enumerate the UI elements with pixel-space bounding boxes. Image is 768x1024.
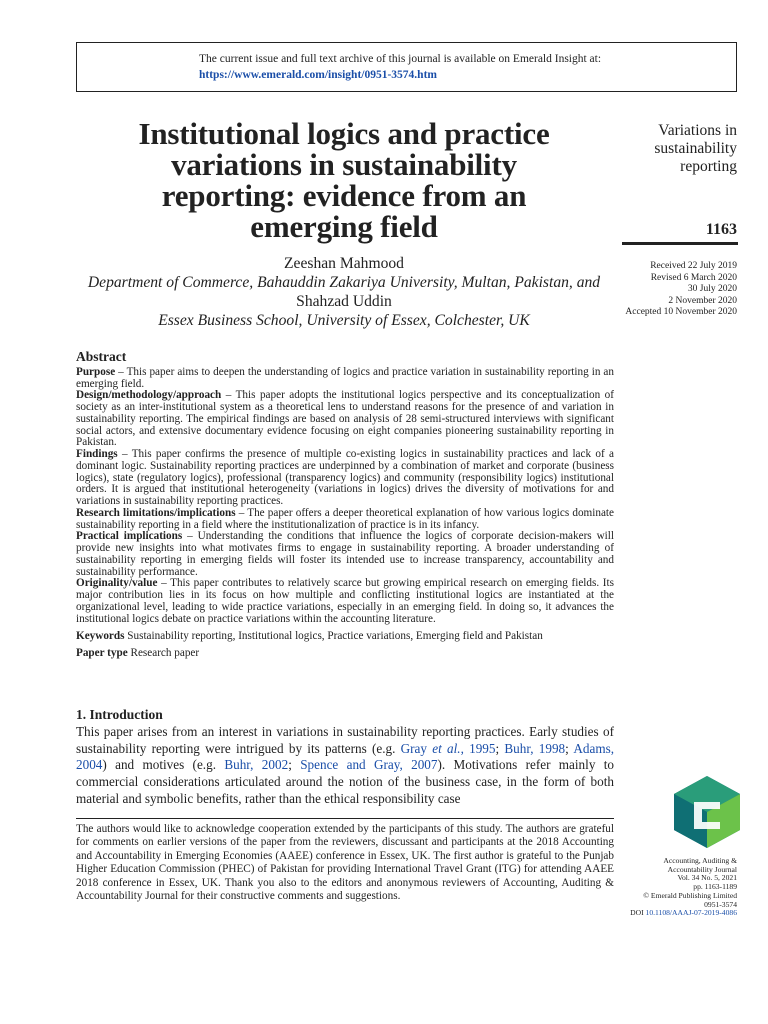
doi-link[interactable]: 10.1108/AAAJ-07-2019-4086: [645, 908, 737, 918]
article-title: [80, 118, 608, 242]
acknowledgement-footnote: The authors would like to acknowledge cooperation extended by the participants of this study. The authors are grateful for comments on earlier versions of the paper from the reviewers, discussant and participants at the 2018 Accounting and Accountability in Emerging Economies (AAEE) conference in Essex, UK. The first author is grateful to the Punjab Higher Education Commission (PHEC) of Pakistan for providing International Travel Grant (ITG) for attending AAEE 2018 conference in Essex, UK. Thank you also to the editors and anonymous reviewers of Accounting, Auditing & Accountability Journal for their constructive comments and suggestions.: [76, 823, 614, 903]
publisher-logo-icon: [674, 776, 740, 848]
abstract-originality: Originality/value – This paper contributes to relatively scarce but growing empirical research on emerging fields. Its major contribution lies in its focus on how multiple and conflicting institutional logics are instantiated at the organizational level, leading to wide practice variations, especially in an emerging field. In doing so, it advances the institutional logics debate on practice variations within the accounting literature.: [76, 577, 614, 625]
abstract-section: [76, 351, 614, 661]
citation-link[interactable]: Buhr, 2002: [224, 757, 289, 773]
date-revised: Revised 6 March 2020: [650, 272, 737, 283]
keywords: Keywords Sustainability reporting, Institutional logics, Practice variations, Emerging field and Pakistan: [76, 630, 543, 643]
page-number: 1163: [705, 221, 737, 238]
date-accepted: Accepted 10 November 2020: [625, 307, 737, 318]
doi-line: DOI 10.1108/AAAJ-07-2019-4086: [630, 908, 737, 918]
section-heading-introduction: 1. Introduction: [76, 707, 163, 722]
citation-link[interactable]: Adams, 2004: [76, 740, 615, 773]
title-line: variations in sustainability: [171, 147, 517, 182]
footnote-divider: [76, 818, 614, 819]
abstract-heading: Abstract: [76, 349, 127, 364]
introduction-paragraph: This paper arises from an interest in variations in sustainability reporting practices. Early studies of sustainability reporting were intrigued by its patterns (e.g. Gray et al., 1995; Buhr, 1998; Adams, 2004) and motives (e.g. Buhr, 2002; Spence and Gray, 2007). Motivations refer mainly to commercial considerations articulated around the notion of the business case, in the form of both material and symbolic benefits, rather than the ethical responsibility case: [76, 724, 615, 806]
citation-link[interactable]: Spence and Gray, 2007: [300, 757, 438, 773]
citation-link[interactable]: Gray et al., 1995: [400, 740, 496, 756]
journal-citation-info: Accounting, Auditing & Accountability Journal Vol. 34 No. 5, 2021 pp. 1163-1189 © Emerald Publishing Limited 0951-3574 DOI 10.1108/AAAJ-07-2019-4086: [577, 857, 737, 918]
author-affiliation: Essex Business School, University of Essex, Colchester, UK: [158, 312, 530, 329]
title-line: reporting: evidence from an: [161, 178, 527, 213]
title-line: emerging field: [250, 209, 438, 244]
date-revised: 2 November 2020: [668, 295, 737, 306]
margin-rule: [622, 242, 738, 245]
date-revised: 30 July 2020: [687, 284, 737, 295]
author-name: Zeeshan Mahmood: [284, 255, 404, 272]
archive-url-link[interactable]: https://www.emerald.com/insight/0951-3574.htm: [199, 69, 437, 81]
archive-notice-box: [76, 42, 737, 92]
archive-notice-text: The current issue and full text archive of this journal is available on Emerald Insight at:: [199, 53, 602, 65]
title-line: Institutional logics and practice: [138, 116, 550, 151]
abstract-limitations: Research limitations/implications – The paper offers a deeper theoretical explanation of how various logics dominate sustainability reporting in a field where the institutionalization of practice is in its infancy.: [76, 506, 614, 531]
author-block: [70, 254, 618, 330]
author-affiliation: Department of Commerce, Bahauddin Zakariya University, Multan, Pakistan, and: [87, 274, 601, 291]
paper-type: Paper type Research paper: [76, 646, 200, 659]
date-received: Received 22 July 2019: [650, 261, 737, 271]
abstract-design: Design/methodology/approach – This paper adopts the institutional logics perspective and its conceptualization of society as an inter-institutional system as a theoretical lens to understand reasons for the presence of and variation in sustainability reporting. The empirical findings are based on analysis of 28 semi-structured interviews with significant social actors, and extensive documentary evidence focusing on eight companies pioneering sustainability reporting in Pakistan.: [76, 389, 614, 449]
abstract-practical: Practical implications – Understanding the conditions that influence the logics of corporate decision-makers will provide new insights into what motivates firms to engage in sustainability reporting. A broader understanding of sustainability reporting in emerging fields will foster its intended use to increase transparency, accountability and sustainability performance.: [76, 530, 614, 578]
abstract-findings: Findings – This paper confirms the presence of multiple co-existing logics in sustainability practices and lack of a dominant logic. Sustainability reporting practices are underpinned by a combination of market and corporate (business logics), state (regulatory logics), professional (transparency logics) and community (responsibility logics) institutional orders. It is argued that institutional heterogeneity (variations in logics) drives the diversity of motivations for and variations in sustainability reporting practices.: [76, 448, 614, 507]
citation-link[interactable]: Buhr, 1998: [504, 740, 566, 756]
abstract-purpose: Purpose – This paper aims to deepen the understanding of logics and practice variation in sustainability reporting in an emerging field.: [76, 365, 614, 390]
author-name: Shahzad Uddin: [296, 293, 392, 310]
running-title: Variations in sustainability reporting: [654, 122, 737, 175]
